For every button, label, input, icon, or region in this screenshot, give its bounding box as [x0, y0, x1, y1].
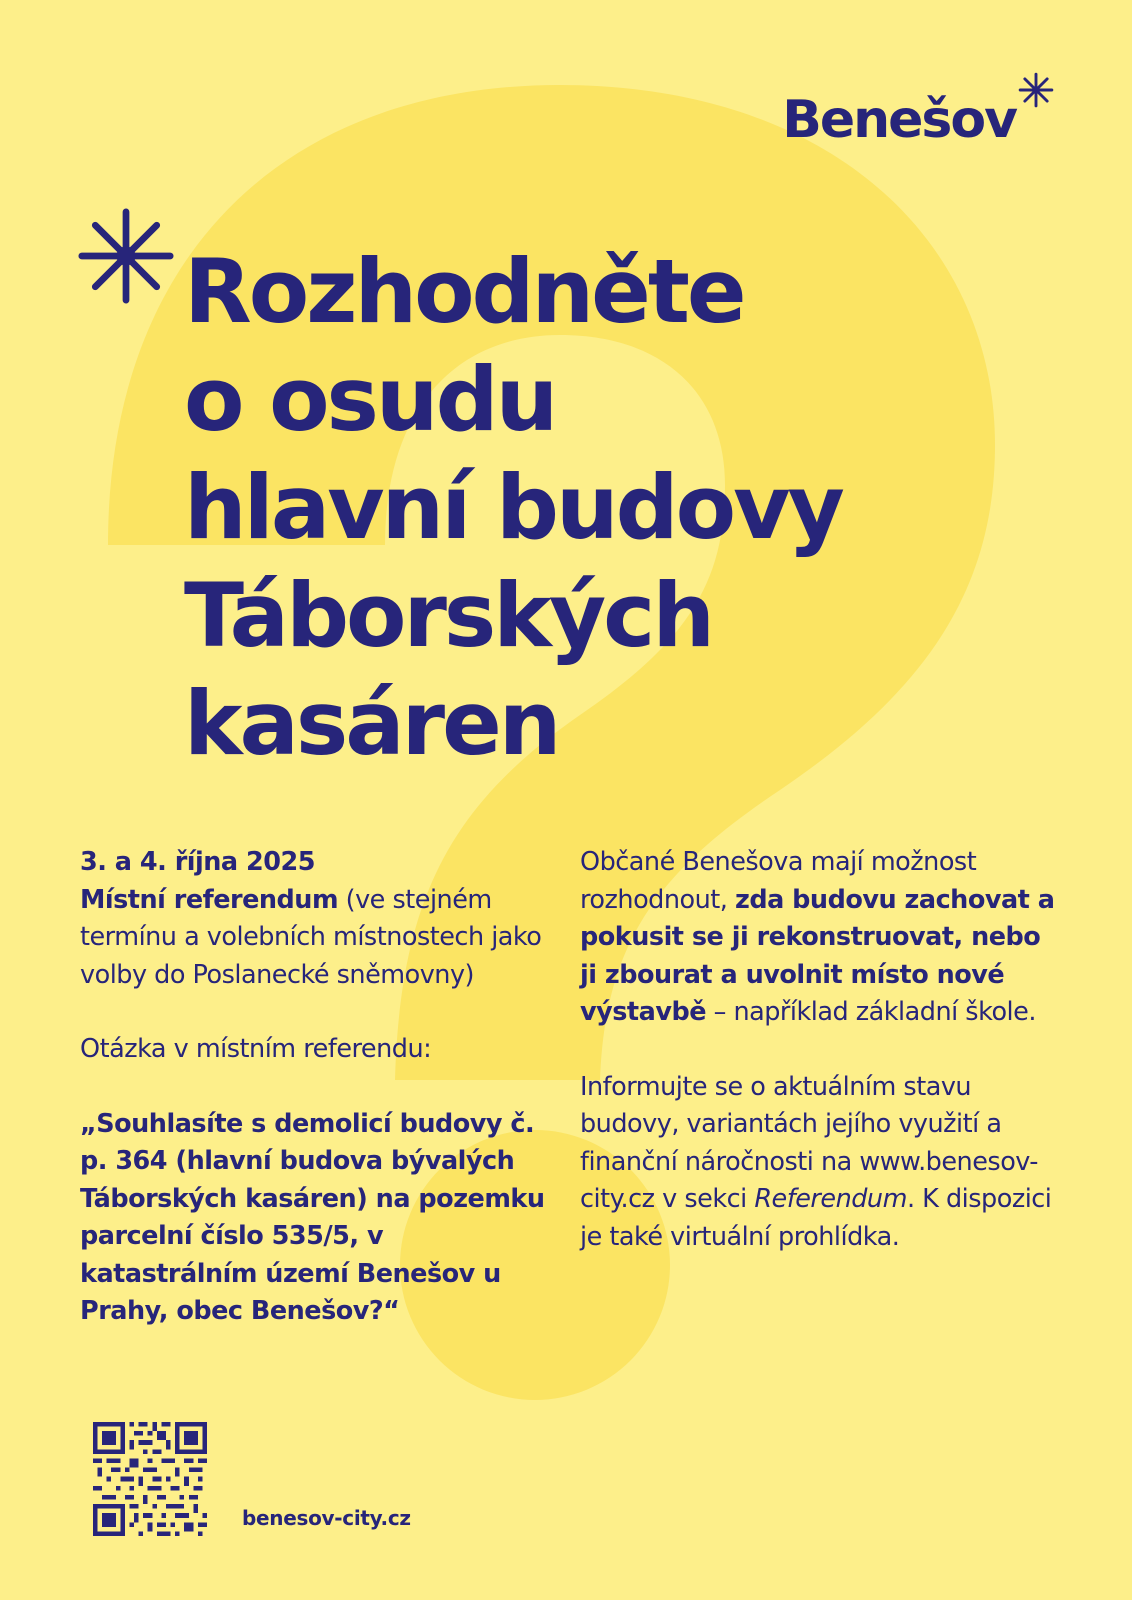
referendum-description [80, 882, 560, 995]
question-label: Otázka v místním referendu: [80, 1034, 432, 1064]
left-column [80, 844, 560, 1331]
headline-line: kasáren [184, 672, 559, 775]
referendum-date: 3. a 4. října 2025 [80, 847, 315, 877]
headline-line: hlavní budovy [184, 456, 842, 559]
spacer [580, 1032, 1060, 1069]
benesov-logo [782, 72, 1054, 150]
headline-line: o osudu [184, 348, 556, 451]
intro-text: Občané Benešova mají možnost rozhodnout, [580, 847, 977, 915]
page-title [184, 238, 842, 778]
asterisk-star-icon [78, 208, 174, 304]
logo-text: Benešov [782, 90, 1016, 150]
qr-code-icon[interactable] [93, 1422, 207, 1536]
asterisk-star-icon [1018, 72, 1054, 108]
right-column [580, 844, 1060, 1256]
intro-end: – například základní škole. [706, 997, 1036, 1027]
info-section-name: Referendum [754, 1184, 907, 1214]
website-link[interactable]: benesov-city.cz [242, 1506, 411, 1530]
intro-emphasis: zda budovu zachovat a pokusit se ji rekonstruovat, nebo ji zbourat a uvolnit místo nové výstavbě [580, 884, 1055, 1027]
referendum-label: Místní referendum [80, 884, 339, 915]
referendum-question: „Souhlasíte s demolicí budovy č. p. 364 (hlavní budova bývalých Táborských kasáren) na pozemku parcelní číslo 535/5, v katastrálním území Benešov u Prahy, obec Benešov?“ [80, 1108, 545, 1326]
spacer [80, 1069, 560, 1106]
intro-paragraph [580, 844, 1060, 1032]
referendum-note: (ve stejném termínu a volebních místnostech jako volby do Poslanecké sněmovny) [80, 884, 542, 990]
headline-line: Rozhodněte [184, 240, 744, 343]
info-end: . K dispozici je také virtuální prohlídka. [580, 1184, 1052, 1252]
info-text: Informujte se o aktuálním stavu budovy, variantách jejího využití a finanční náročnosti na www.benesov-city.cz v sekci [580, 1071, 1038, 1214]
spacer [80, 994, 560, 1031]
info-paragraph [580, 1069, 1060, 1257]
headline-line: Táborských [184, 564, 712, 667]
